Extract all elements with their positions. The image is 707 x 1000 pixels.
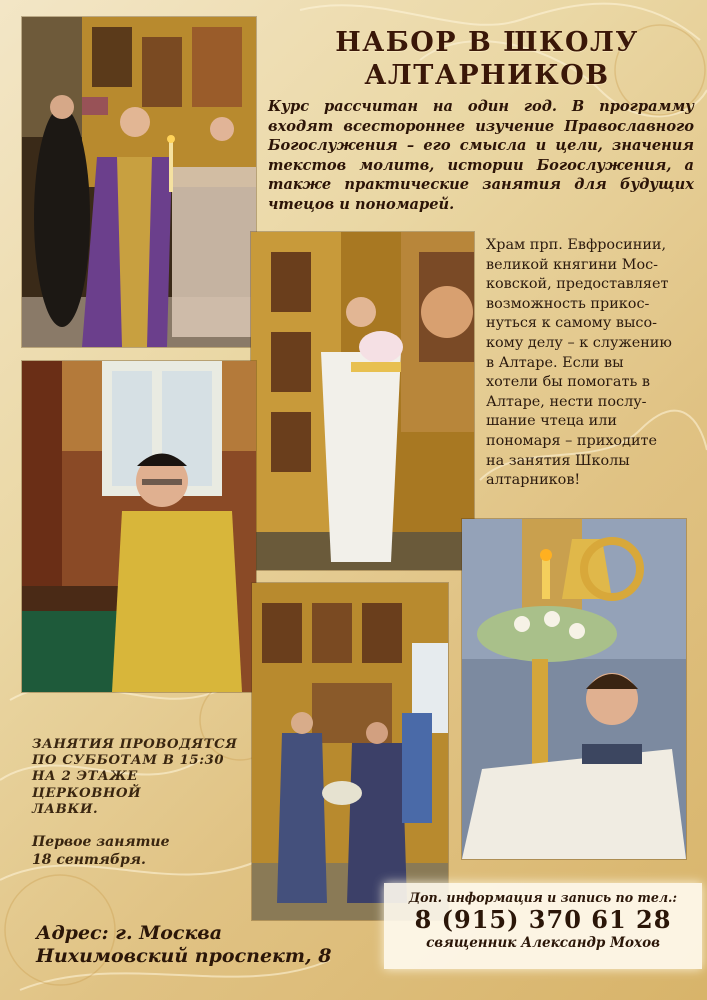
address-street: Нихимовский проспект, 8 bbox=[36, 945, 332, 967]
schedule-line: ПО СУББОТАМ В 15:30 bbox=[32, 753, 225, 769]
invitation-line: пономаря – приходите bbox=[486, 432, 658, 449]
priest-name: священник Александр Мохов bbox=[426, 935, 660, 951]
title-line-2: АЛТАРНИКОВ bbox=[364, 60, 610, 91]
invitation-line: ковской, предоставляет bbox=[486, 276, 669, 293]
invitation-line: великой княгини Мос- bbox=[486, 256, 659, 273]
invitation-line: Алтаре, нести послу- bbox=[486, 393, 647, 410]
photo-service-blue bbox=[252, 583, 448, 920]
title-line-1: НАБОР В ШКОЛУ bbox=[335, 27, 639, 58]
contact-box bbox=[384, 883, 702, 969]
invitation-line: возможность прикос- bbox=[486, 295, 650, 312]
first-lesson-date: 18 сентября. bbox=[32, 851, 146, 868]
invitation-line: нуться к самому высо- bbox=[486, 315, 658, 332]
address-city: Адрес: г. Москва bbox=[36, 922, 223, 944]
class-schedule bbox=[32, 737, 242, 818]
phone-number[interactable]: 8 (915) 370 61 28 bbox=[414, 905, 672, 934]
invitation-line: в Алтаре. Если вы bbox=[486, 354, 624, 371]
invitation-line: алтарников! bbox=[486, 472, 581, 489]
church-invitation bbox=[486, 236, 674, 491]
photo-altar-server-candle bbox=[251, 232, 474, 570]
invitation-line: хотели бы помогать в bbox=[486, 374, 650, 391]
invitation-line: на занятия Школы bbox=[486, 452, 630, 469]
invitation-line: кому делу – к служению bbox=[486, 334, 672, 351]
invitation-line: Храм прп. Евфросинии, bbox=[486, 237, 667, 253]
course-intro: Курс рассчитан на один год. В программу входят всестороннее изучение Православного Богослужения – его смысла и цели, значения текстов молитв, истории Богослужения, а также практические занятия для будущих чтецов и пономарей. bbox=[268, 98, 694, 213]
first-lesson-line-1: Первое занятие bbox=[32, 834, 170, 850]
poster-title bbox=[272, 26, 702, 92]
address bbox=[36, 922, 376, 968]
schedule-line: НА 2 ЭТАЖЕ ЦЕРКОВНОЙ bbox=[32, 769, 142, 801]
schedule-line: ЛАВКИ. bbox=[32, 801, 99, 817]
first-lesson bbox=[32, 834, 242, 869]
invitation-line: шание чтеца или bbox=[486, 413, 617, 430]
photo-liturgy-purple bbox=[22, 17, 256, 347]
schedule-line: ЗАНЯТИЯ ПРОВОДЯТСЯ bbox=[32, 737, 238, 752]
contact-label: Доп. информация и запись по тел.: bbox=[408, 890, 678, 905]
photo-boy-candle bbox=[462, 519, 686, 859]
photo-reader-gold bbox=[22, 361, 256, 692]
